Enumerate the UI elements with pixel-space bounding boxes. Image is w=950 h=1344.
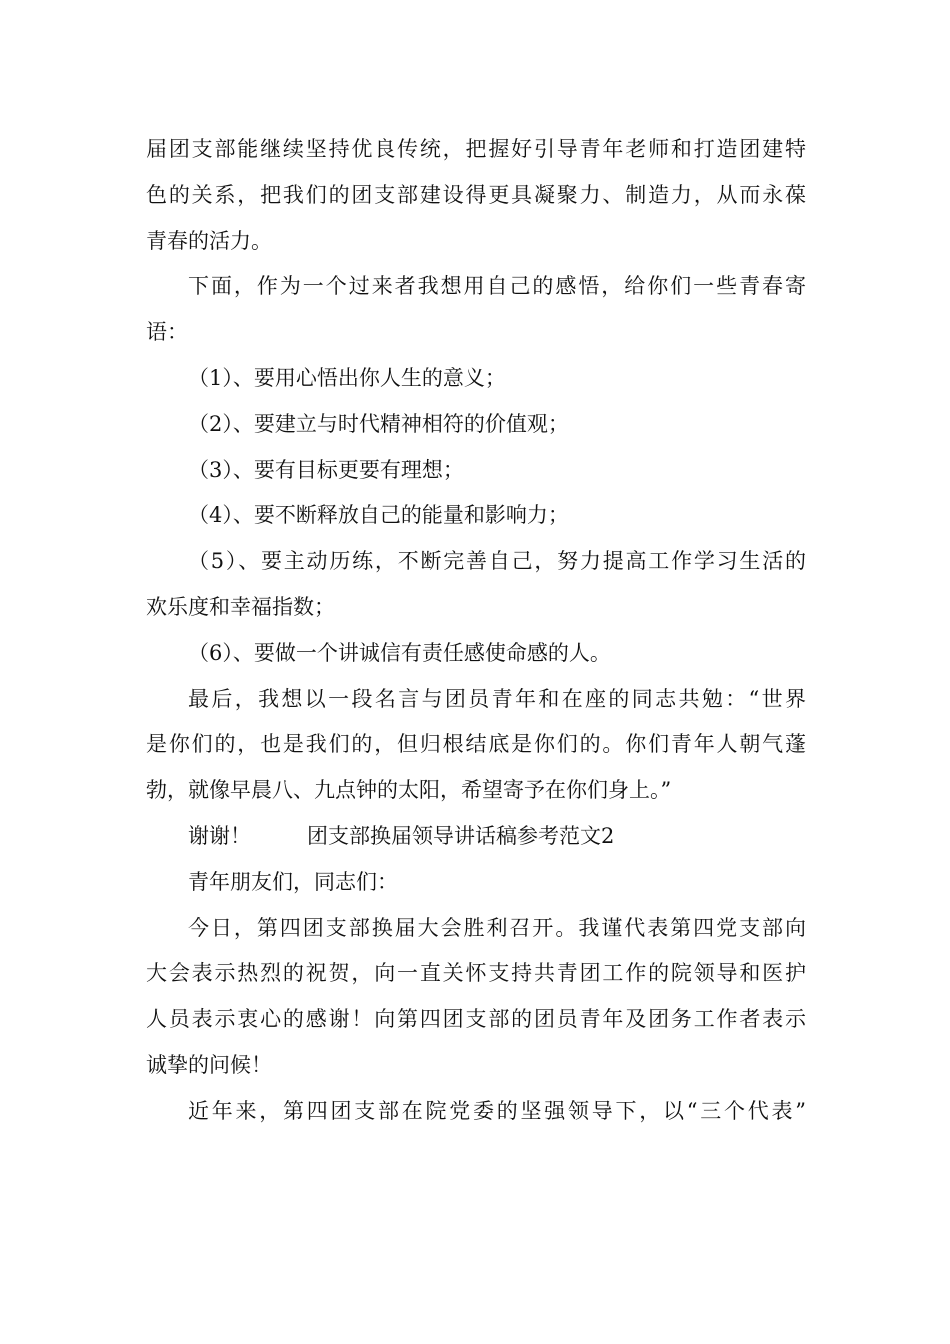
text-line: 近年来，第四团支部在院党委的坚强领导下，以“三个代表” <box>188 1098 806 1123</box>
list-item: （1）、要用心悟出你人生的意义； <box>188 365 506 390</box>
text-line: 大会表示热烈的祝贺，向一直关怀支持共青团工作的院领导和医护 <box>146 961 806 986</box>
list-item: （6）、要做一个讲诚信有责任感使命感的人。 <box>188 640 611 665</box>
text-line: 欢乐度和幸福指数； <box>146 594 335 619</box>
thanks-text: 谢谢！ <box>188 823 251 848</box>
text-line: 语： <box>146 320 188 345</box>
text-line: 勃，就像早晨八、九点钟的太阳，希望寄予在你们身上。” <box>146 778 672 803</box>
text-line: 青春的活力。 <box>146 228 272 253</box>
text-line: 下面，作为一个过来者我想用自己的感悟，给你们一些青春寄 <box>188 274 806 299</box>
document-body <box>146 127 806 1135</box>
list-item: （4）、要不断释放自己的能量和影响力； <box>188 503 569 528</box>
text-line: 最后，我想以一段名言与团员青年和在座的同志共勉：“世界 <box>188 686 806 711</box>
text-line: 青年朋友们，同志们： <box>188 869 398 894</box>
text-line: 人员表示衷心的感谢！向第四团支部的团员青年及团务工作者表示 <box>146 1007 806 1032</box>
text-line: 是你们的，也是我们的，但归根结底是你们的。你们青年人朝气蓬 <box>146 732 806 757</box>
text-line: 诚挚的问候！ <box>146 1052 272 1077</box>
list-item: （2）、要建立与时代精神相符的价值观； <box>188 411 569 436</box>
section-title: 团支部换届领导讲话稿参考范文2 <box>307 823 615 848</box>
text-line <box>146 814 806 860</box>
text-line: 届团支部能继续坚持优良传统，把握好引导青年老师和打造团建特 <box>146 137 806 161</box>
list-item: （3）、要有目标更要有理想； <box>188 457 464 482</box>
text-line: 色的关系，把我们的团支部建设得更具凝聚力、制造力，从而永葆 <box>146 182 806 207</box>
list-item: （5）、要主动历练，不断完善自己，努力提高工作学习生活的 <box>188 549 806 574</box>
text-line: 今日，第四团支部换届大会胜利召开。我谨代表第四党支部向 <box>188 915 806 940</box>
